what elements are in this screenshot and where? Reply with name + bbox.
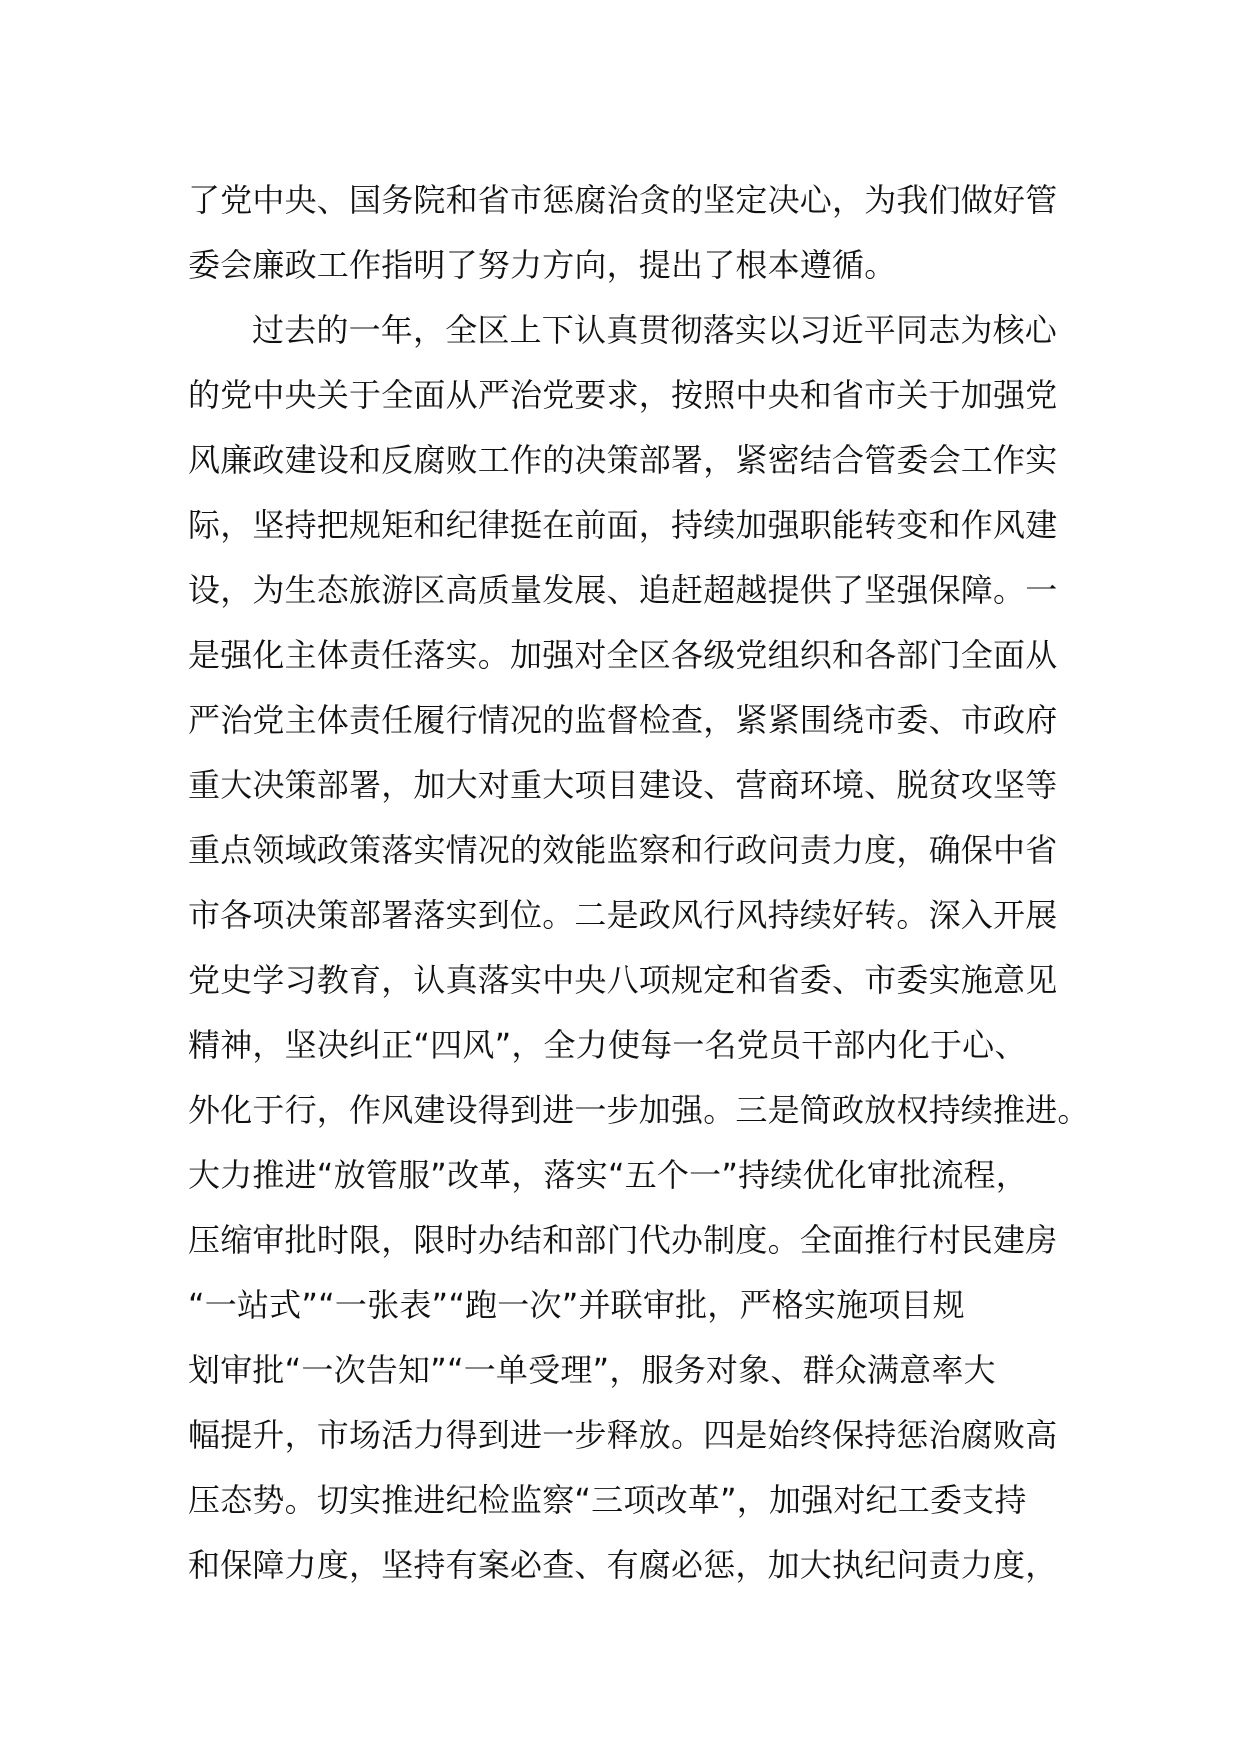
text-line: 的党中央关于全面从严治党要求，按照中央和省市关于加强党 [188,376,1058,414]
text-line: 重大决策部署，加大对重大项目建设、营商环境、脱贫攻坚等 [188,766,1058,804]
text-line: 市各项决策部署落实到位。二是政风行风持续好转。深入开展 [188,896,1058,934]
text-line: 压缩审批时限，限时办结和部门代办制度。全面推行村民建房 [188,1221,1058,1259]
text-line: 大力推进“放管服”改革，落实“五个一”持续优化审批流程， [188,1156,1028,1194]
text-line: 严治党主体责任履行情况的监督检查，紧紧围绕市委、市政府 [188,701,1058,739]
text-line: 重点领域政策落实情况的效能监察和行政问责力度，确保中省 [188,831,1058,869]
text-line: 划审批“一次告知”“一单受理”，服务对象、群众满意率大 [188,1351,996,1389]
text-line: 是强化主体责任落实。加强对全区各级党组织和各部门全面从 [188,636,1058,674]
text-line: 设，为生态旅游区高质量发展、追赶超越提供了坚强保障。一 [188,571,1058,609]
text-line: 了党中央、国务院和省市惩腐治贪的坚定决心，为我们做好管 [188,181,1058,219]
text-line: 和保障力度，坚持有案必查、有腐必惩，加大执纪问责力度， [188,1546,1058,1584]
text-line: “一站式”“一张表”“跑一次”并联审批，严格实施项目规 [188,1286,965,1324]
text-line: 风廉政建设和反腐败工作的决策部署，紧密结合管委会工作实 [188,441,1058,479]
text-line: 幅提升，市场活力得到进一步释放。四是始终保持惩治腐败高 [188,1416,1058,1454]
text-line: 压态势。切实推进纪检监察“三项改革”，加强对纪工委支持 [188,1481,1027,1519]
paragraph-first-line: 过去的一年，全区上下认真贯彻落实以习近平同志为核心 [252,311,1058,349]
text-line: 际，坚持把规矩和纪律挺在前面，持续加强职能转变和作风建 [188,506,1058,544]
body-text [188,168,1088,1598]
text-line: 委会廉政工作指明了努力方向，提出了根本遵循。 [188,246,897,284]
text-line: 党史学习教育，认真落实中央八项规定和省委、市委实施意见 [188,961,1058,999]
text-line: 精神，坚决纠正“四风”，全力使每一名党员干部内化于心、 [188,1026,1027,1064]
text-line: 外化于行，作风建设得到进一步加强。三是简政放权持续推进。 [188,1091,1090,1129]
